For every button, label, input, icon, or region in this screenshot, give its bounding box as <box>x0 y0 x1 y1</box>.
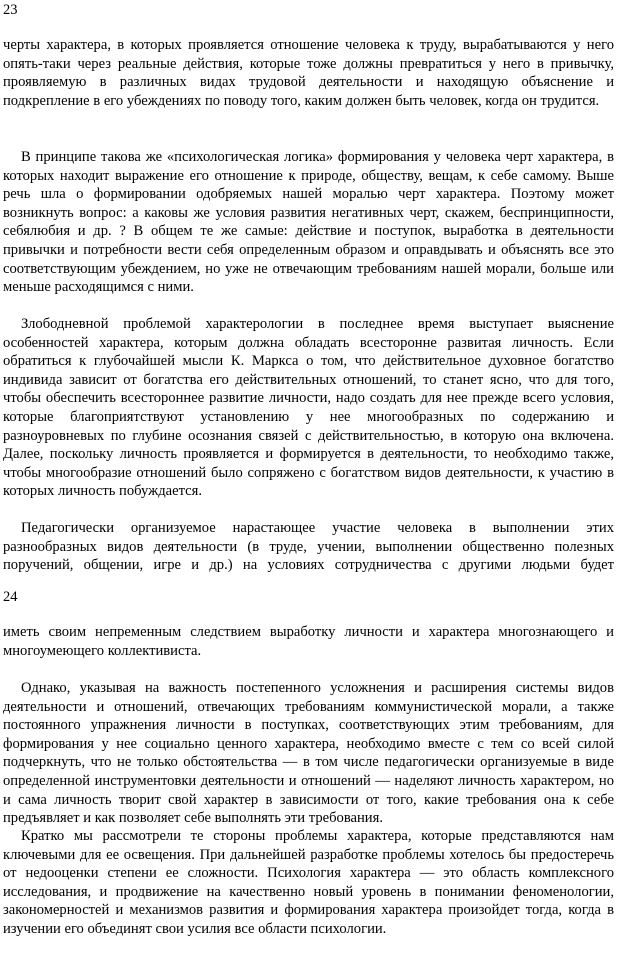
paragraph-p23-2: В принципе такова же «психологическая логика» формирования у человека черт характера, в которых находит выражение его отношение к природе, обществу, вещам, к себе самому. Выше речь шла о формировании одобряемых нашей моралью черт характера. Поэтому может возникнуть вопрос: а каковы же условия развития негативных черт, скажем, беспринципности, себялюбия и др. ? В общем те же самые: действие и поступок, выработка в деятельности привычки и потребности вести себя определенным образом и оправдывать и объяснять все это соответствующим убеждением, но уже не отвечающим требованиям нашей морали, больше или меньше расходящимся с ними. <box>3 149 614 296</box>
paragraph-p23-3: Злободневной проблемой характерологии в последнее время выступает выяснение особенностей характера, которым должна обладать всесторонне развитая личность. Если обратиться к глубочайшей мысли К. Маркса о том, что действительное духовное богатство индивида зависит от богатства его действительных отношений, то станет ясно, что для того, чтобы обеспечить всестороннее развитие личности, надо создать для нее прежде всего условия, которые благоприятствуют установлению у нее многообразных по содержанию и разноуровневых по глубине осознания связей с действительностью, в которую она включена. Далее, поскольку личность проявляется и формируется в деятельности, то необходимо также, чтобы многообразие отношений было сопряжено с богатством видов деятельности, к участию в которых личность побуждается. <box>3 316 614 500</box>
page-number-23: 23 <box>3 2 18 18</box>
paragraph-p24-3: Кратко мы рассмотрели те стороны проблемы характера, которые представляются нам ключевыми для ее освещения. При дальнейшей разработке проблемы хотелось бы предостеречь от недооценки степени ее сложности. Психология характера — это область комплексного исследования, и продвижение на качественно новый уровень в понимании феноменологии, закономерностей и механизмов развития и формирования характера произойдет тогда, когда в изучении его объединят свои усилия все области психологии. <box>3 828 614 937</box>
paragraph-p23-1: черты характера, в которых проявляется отношение человека к труду, вырабатываются у него опять-таки через реальные действия, которые тоже должны превратиться у него в привычку, проявляемую в различных видах трудовой деятельности и находящую объяснение и подкрепление в его убеждениях по поводу того, каким должен быть человек, когда он трудится. <box>3 37 614 109</box>
paragraph-p24-1: иметь своим непременным следствием выработку личности и характера многознающего и многоумеющего коллективиста. <box>3 624 614 659</box>
page-number-24: 24 <box>3 589 18 605</box>
paragraph-p23-4: Педагогически организуемое нарастающее участие человека в выполнении этих разнообразных видов деятельности (в труде, учении, выполнении общественно полезных поручений, общении, игре и др.) на условиях сотрудничества с другими людьми будет <box>3 520 614 574</box>
paragraph-p24-2: Однако, указывая на важность постепенного усложнения и расширения системы видов деятельности и отношений, отвечающих требованиям коммунистической морали, а также постоянного упражнения личности в поступках, соответствующих этим требованиям, для формирования у нее социально ценного характера, необходимо вместе с тем со всей силой подчеркнуть, что не только обстоятельства — в том числе педагогически организуемые в виде определенной инструментовки деятельности и отношений — наделяют личность характером, но и сама личность творит свой характер в зависимости от того, какие требования она к себе предъявляет и как позволяет себе выполнять эти требования. <box>3 680 614 827</box>
